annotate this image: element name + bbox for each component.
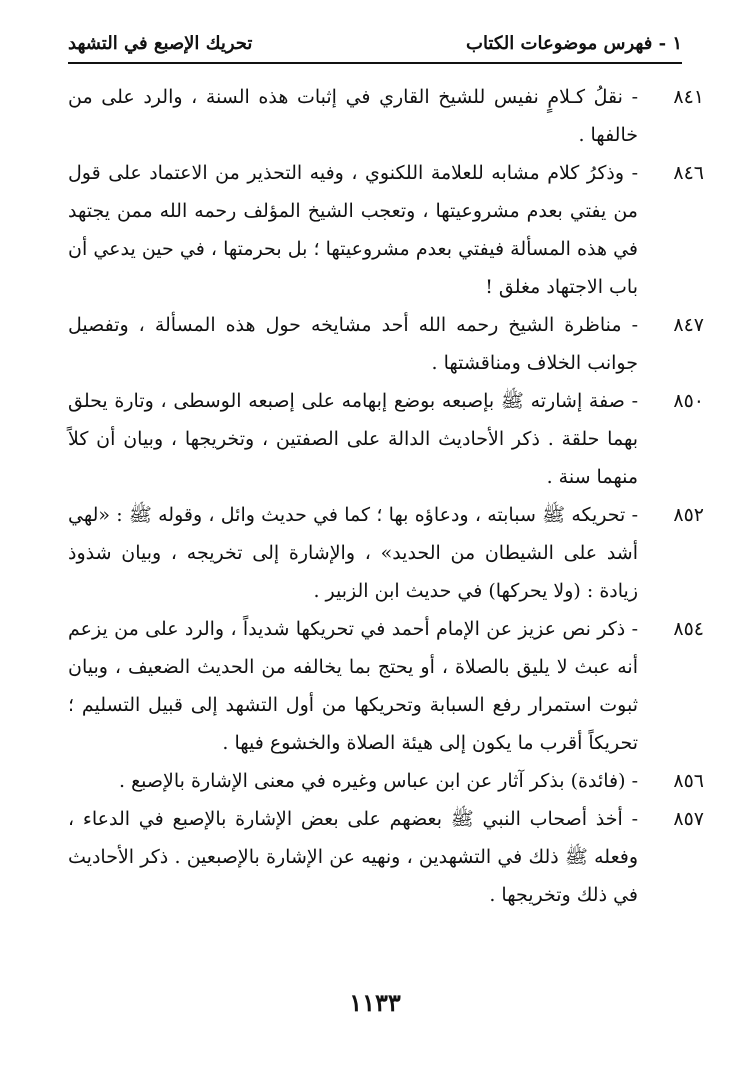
- index-entry: [68, 154, 710, 306]
- index-entry: [68, 496, 710, 610]
- entry-page-number: ٨٥٠: [673, 390, 704, 412]
- entry-page-number: ٨٤٧: [673, 314, 704, 336]
- running-header: [68, 26, 682, 60]
- header-section-title: ١ - فهرس موضوعات الكتاب: [466, 32, 682, 54]
- header-book-title: تحريك الإصبع في التشهد: [68, 32, 253, 54]
- entry-text: - مناظرة الشيخ رحمه الله أحد مشايخه حول هذه المسألة ، وتفصيل جوانب الخلاف ومناقشتها .: [68, 314, 638, 374]
- entry-page-number: ٨٥٧: [673, 808, 704, 830]
- entry-text: - نقلُ كـلامٍ نفيس للشيخ القاري في إثبات هذه السنة ، والرد على من خالفها .: [68, 86, 638, 146]
- entry-page-number: ٨٤٦: [673, 162, 704, 184]
- entry-text: - أخذ أصحاب النبي ﷺ بعضهم على بعض الإشارة بالإصبع في الدعاء ، وفعله ﷺ ذلك في التشهدين ، ونهيه عن الإشارة بالإصبعين . ذكر الأحاديث في ذلك وتخريجها .: [68, 808, 638, 906]
- entry-page-number: ٨٥٦: [673, 770, 704, 792]
- index-entries: [68, 78, 710, 914]
- entry-text: - وذكرُ كلام مشابه للعلامة اللكنوي ، وفيه التحذير من الاعتماد على قول من يفتي بعدم مشروعيتها ، وتعجب الشيخ المؤلف رحمه الله ممن يجتهد في هذه المسألة فيفتي بعدم مشروعيتها ؛ بل بحرمتها ، في حين يدعي أن باب الاجتهاد مغلق !: [68, 162, 638, 298]
- entry-page-number: ٨٤١: [673, 86, 704, 108]
- header-divider: [68, 62, 682, 64]
- entry-text: - صفة إشارته ﷺ بإصبعه بوضع إبهامه على إصبعه الوسطى ، وتارة يحلق بهما حلقة . ذكر الأحاديث الدالة على الصفتين ، وتخريجها ، وبيان أن كلاً منهما سنة .: [68, 390, 638, 488]
- page-number: ١١٣٣: [349, 988, 401, 1017]
- entry-page-number: ٨٥٢: [673, 504, 704, 526]
- index-entry: [68, 78, 710, 154]
- entry-text: - (فائدة) بذكر آثار عن ابن عباس وغيره في معنى الإشارة بالإصبع .: [118, 770, 638, 792]
- index-entry: [68, 306, 710, 382]
- index-entry: [68, 610, 710, 762]
- index-entry: [68, 382, 710, 496]
- index-entry: [68, 800, 710, 914]
- entry-page-number: ٨٥٤: [673, 618, 704, 640]
- entry-text: - ذكر نص عزيز عن الإمام أحمد في تحريكها شديداً ، والرد على من يزعم أنه عبث لا يليق بالصلاة ، أو يحتج بما يخالفه من الحديث الضعيف ، وبيان ثبوت استمرار رفع السبابة وتحريكها من أول التشهد إلى قبيل التسليم ؛ تحريكاً أقرب ما يكون إلى هيئة الصلاة والخشوع فيها .: [68, 618, 638, 754]
- entry-text: - تحريكه ﷺ سبابته ، ودعاؤه بها ؛ كما في حديث وائل ، وقوله ﷺ : «لهي أشد على الشيطان من الحديد» ، والإشارة إلى تخريجه ، وبيان شذوذ زيادة : (ولا يحركها) في حديث ابن الزبير .: [68, 504, 638, 602]
- index-entry: [68, 762, 710, 800]
